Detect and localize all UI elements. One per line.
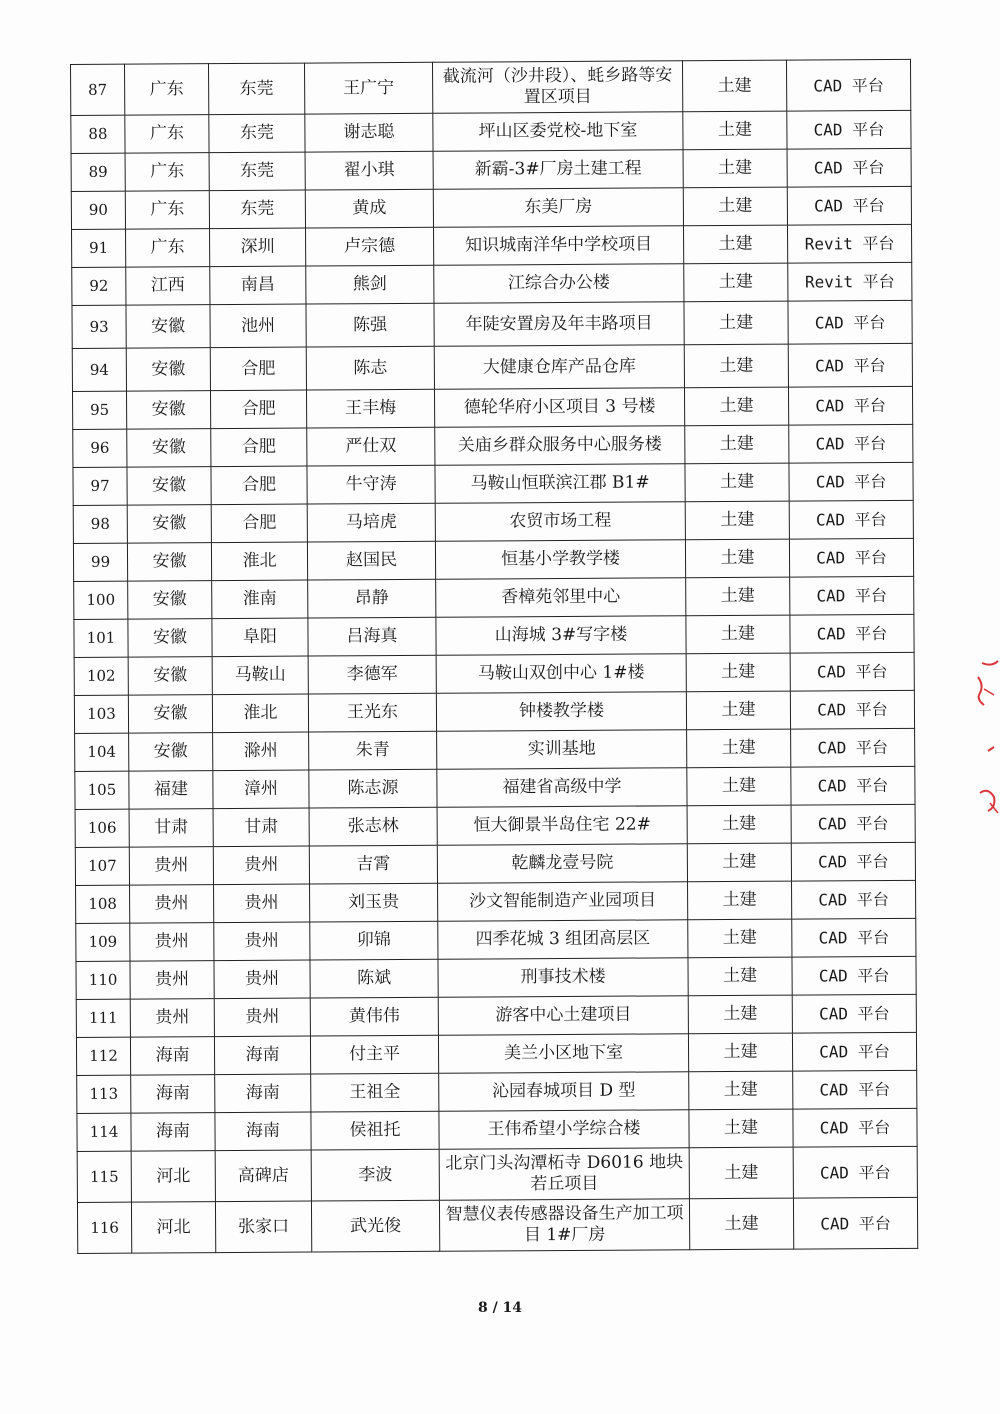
category-cell: 土建 [688,881,792,920]
person-name-cell: 黄伟伟 [310,997,438,1036]
table-row [76,918,916,961]
province-cell: 安徽 [128,695,212,734]
person-name-cell: 刘玉贵 [310,883,438,922]
person-name-cell: 李德军 [308,655,436,694]
row-number-cell: 100 [74,581,128,619]
platform-cell: CAD 平台 [788,386,912,425]
person-name-cell: 陈强 [306,303,434,347]
platform-cell: CAD 平台 [791,728,915,767]
table-row [72,224,912,267]
province-cell: 贵州 [130,999,214,1038]
row-number-cell: 108 [76,885,130,923]
row-number-cell: 107 [75,847,129,885]
row-number-cell: 110 [76,961,130,999]
platform-cell: CAD 平台 [789,462,913,501]
city-cell: 东莞 [209,190,305,229]
project-name-cell: 福建省高级中学 [437,768,687,808]
table-row [77,1197,917,1253]
table-row [77,1146,917,1202]
category-cell: 土建 [686,691,790,730]
person-name-cell: 翟小琪 [305,151,433,190]
project-name-cell: 钟楼教学楼 [436,692,686,732]
table-row [73,500,913,543]
province-cell: 安徽 [126,391,210,430]
person-name-cell: 王广宁 [304,62,432,114]
city-cell: 贵州 [214,960,310,999]
province-cell: 贵州 [130,923,214,962]
province-cell: 广东 [125,191,209,230]
category-cell: 土建 [683,111,787,150]
person-name-cell: 昂静 [308,579,436,618]
platform-cell: CAD 平台 [790,576,914,615]
category-cell: 土建 [688,957,792,996]
person-name-cell: 陈志源 [309,769,437,808]
table-row [71,59,911,115]
row-number-cell: 90 [71,191,125,229]
city-cell: 东莞 [209,114,305,153]
row-number-cell: 101 [74,619,128,657]
city-cell: 池州 [210,304,306,348]
city-cell: 贵州 [214,922,310,961]
platform-cell: CAD 平台 [789,500,913,539]
category-cell: 土建 [687,767,791,806]
platform-cell: CAD 平台 [793,1146,917,1198]
platform-cell: CAD 平台 [791,804,915,843]
province-cell: 海南 [131,1075,215,1114]
city-cell: 东莞 [209,63,305,115]
platform-cell: CAD 平台 [791,842,915,881]
person-name-cell: 王光东 [308,693,436,732]
person-name-cell: 王祖全 [311,1073,439,1112]
platform-cell: CAD 平台 [790,614,914,653]
project-name-cell: 江综合办公楼 [434,264,684,304]
province-cell: 安徽 [128,657,212,696]
table-row [76,994,916,1037]
project-name-cell: 美兰小区地下室 [438,1034,688,1074]
project-name-cell: 乾麟龙壹号院 [437,844,687,884]
province-cell: 安徽 [126,348,210,392]
category-cell: 土建 [686,577,790,616]
table-row [71,186,911,229]
category-cell: 土建 [687,805,791,844]
category-cell: 土建 [685,463,789,502]
province-cell: 安徽 [128,581,212,620]
platform-cell: CAD 平台 [789,424,913,463]
category-cell: 土建 [686,653,790,692]
person-name-cell: 卯锦 [310,921,438,960]
platform-cell: CAD 平台 [792,918,916,957]
province-cell: 海南 [130,1037,214,1076]
category-cell: 土建 [687,843,791,882]
city-cell: 滁州 [213,732,309,771]
province-cell: 安徽 [129,733,213,772]
project-name-cell: 刑事技术楼 [438,958,688,998]
table-row [77,1108,917,1151]
table-row [76,880,916,923]
province-cell: 安徽 [128,619,212,658]
person-name-cell: 张志林 [309,807,437,846]
person-name-cell: 吕海真 [308,617,436,656]
row-number-cell: 98 [73,505,127,543]
platform-cell: CAD 平台 [789,538,913,577]
platform-cell: CAD 平台 [793,1108,917,1147]
table-row [76,956,916,999]
table-row [71,148,911,191]
province-cell: 贵州 [130,885,214,924]
province-cell: 安徽 [127,429,211,468]
province-cell: 贵州 [130,961,214,1000]
person-name-cell: 马培虎 [307,503,435,542]
province-cell: 福建 [129,771,213,810]
row-number-cell: 88 [71,115,125,153]
city-cell: 合肥 [210,390,306,429]
person-name-cell: 卢宗德 [306,227,434,266]
city-cell: 高碑店 [215,1150,311,1202]
platform-cell: Revit 平台 [787,224,911,263]
project-name-cell: 知识城南洋华中学校项目 [434,226,684,266]
row-number-cell: 105 [75,771,129,809]
table-row [75,766,915,809]
project-name-cell: 沙文智能制造产业园项目 [438,882,688,922]
province-cell: 广东 [125,64,209,116]
platform-cell: CAD 平台 [790,652,914,691]
category-cell: 土建 [689,1147,793,1199]
city-cell: 合肥 [211,428,307,467]
roster-table-body [71,59,918,1253]
row-number-cell: 99 [73,543,127,581]
platform-cell: CAD 平台 [792,994,916,1033]
category-cell: 土建 [682,60,786,112]
category-cell: 土建 [689,1071,793,1110]
city-cell: 淮北 [211,542,307,581]
row-number-cell: 97 [73,467,127,505]
category-cell: 土建 [684,301,788,345]
province-cell: 贵州 [129,847,213,886]
city-cell: 甘肃 [213,808,309,847]
project-name-cell: 实训基地 [437,730,687,770]
person-name-cell: 武光俊 [311,1200,439,1252]
category-cell: 土建 [687,729,791,768]
city-cell: 南昌 [210,266,306,305]
person-name-cell: 王丰梅 [306,389,434,428]
city-cell: 阜阳 [212,618,308,657]
category-cell: 土建 [684,263,788,302]
project-name-cell: 新霸-3#厂房土建工程 [433,150,683,190]
row-number-cell: 95 [73,391,127,429]
project-name-cell: 大健康仓库产品仓库 [434,345,684,390]
table-row [74,614,914,657]
province-cell: 安徽 [127,505,211,544]
table-row [72,343,912,391]
row-number-cell: 89 [71,153,125,191]
category-cell: 土建 [683,187,787,226]
person-name-cell: 陈斌 [310,959,438,998]
project-name-cell: 农贸市场工程 [435,502,685,542]
category-cell: 土建 [688,919,792,958]
city-cell: 合肥 [211,466,307,505]
province-cell: 河北 [131,1202,215,1254]
table-row [73,462,913,505]
category-cell: 土建 [684,387,788,426]
platform-cell: CAD 平台 [787,148,911,187]
row-number-cell: 113 [77,1075,131,1113]
province-cell: 海南 [131,1113,215,1152]
table-row [74,690,914,733]
province-cell: 河北 [131,1151,215,1203]
category-cell: 土建 [685,425,789,464]
table-row [72,262,912,305]
roster-table [70,59,918,1254]
person-name-cell: 谢志聪 [305,113,433,152]
person-name-cell: 朱青 [309,731,437,770]
project-name-cell: 恒基小学教学楼 [435,540,685,580]
table-row [73,386,913,429]
category-cell: 土建 [688,1033,792,1072]
city-cell: 深圳 [210,228,306,267]
project-name-cell: 德轮华府小区项目 3 号楼 [434,388,684,428]
province-cell: 广东 [125,115,209,154]
city-cell: 合肥 [210,347,306,391]
city-cell: 淮北 [212,694,308,733]
project-name-cell: 智慧仪表传感器设备生产加工项目 1#厂房 [439,1199,689,1252]
category-cell: 土建 [685,501,789,540]
row-number-cell: 93 [72,305,126,348]
platform-cell: CAD 平台 [791,766,915,805]
province-cell: 安徽 [126,305,210,349]
table-row [74,652,914,695]
city-cell: 海南 [214,1036,310,1075]
city-cell: 合肥 [211,504,307,543]
platform-cell: CAD 平台 [788,300,912,344]
project-name-cell: 山海城 3#写字楼 [436,616,686,656]
platform-cell: CAD 平台 [792,880,916,919]
person-name-cell: 陈志 [306,346,434,390]
table-row [76,1032,916,1075]
province-cell: 江西 [126,267,210,306]
table-row [75,842,915,885]
city-cell: 漳州 [213,770,309,809]
project-name-cell: 王伟希望小学综合楼 [439,1110,689,1150]
city-cell: 张家口 [215,1201,311,1253]
category-cell: 土建 [683,149,787,188]
project-name-cell: 马鞍山双创中心 1#楼 [436,654,686,694]
project-name-cell: 香樟苑邻里中心 [436,578,686,618]
person-name-cell: 赵国民 [307,541,435,580]
person-name-cell: 严仕双 [307,427,435,466]
row-number-cell: 114 [77,1113,131,1151]
table-row [73,424,913,467]
city-cell: 贵州 [214,998,310,1037]
project-name-cell: 年陡安置房及年丰路项目 [434,302,684,347]
table-row [74,576,914,619]
person-name-cell: 侯祖托 [311,1111,439,1150]
project-name-cell: 沁园春城项目 D 型 [439,1072,689,1112]
page-number: 8 / 14 [477,1300,523,1316]
province-cell: 甘肃 [129,809,213,848]
project-name-cell: 截流河（沙井段）、蚝乡路等安置区项目 [432,61,682,114]
platform-cell: CAD 平台 [787,186,911,225]
row-number-cell: 103 [74,695,128,733]
row-number-cell: 96 [73,429,127,467]
row-number-cell: 112 [76,1037,130,1075]
table-row [75,728,915,771]
project-name-cell: 恒大御景半岛住宅 22# [437,806,687,846]
person-name-cell: 李波 [311,1149,439,1201]
platform-cell: CAD 平台 [792,956,916,995]
row-number-cell: 94 [72,348,126,391]
project-name-cell: 北京门头沟潭柘寺 D6016 地块若丘项目 [439,1148,689,1201]
city-cell: 贵州 [214,884,310,923]
person-name-cell: 熊剑 [306,265,434,304]
city-cell: 马鞍山 [212,656,308,695]
row-number-cell: 111 [76,999,130,1037]
row-number-cell: 102 [74,657,128,695]
platform-cell: CAD 平台 [790,690,914,729]
city-cell: 东莞 [209,152,305,191]
row-number-cell: 109 [76,923,130,961]
platform-cell: CAD 平台 [793,1070,917,1109]
row-number-cell: 92 [72,267,126,305]
project-name-cell: 关庙乡群众服务中心服务楼 [435,426,685,466]
city-cell: 海南 [215,1074,311,1113]
platform-cell: CAD 平台 [793,1197,917,1249]
platform-cell: CAD 平台 [788,343,912,387]
row-number-cell: 115 [77,1151,131,1202]
category-cell: 土建 [689,1198,793,1250]
platform-cell: CAD 平台 [786,59,910,111]
category-cell: 土建 [683,225,787,264]
row-number-cell: 87 [71,64,125,115]
project-name-cell: 坪山区委党校-地下室 [433,112,683,152]
category-cell: 土建 [686,615,790,654]
row-number-cell: 116 [77,1202,131,1253]
row-number-cell: 106 [75,809,129,847]
platform-cell: Revit 平台 [788,262,912,301]
table-row [71,110,911,153]
red-seal-stamp-fragment [974,655,1000,835]
row-number-cell: 91 [72,229,126,267]
person-name-cell: 牛守涛 [307,465,435,504]
city-cell: 贵州 [213,846,309,885]
category-cell: 土建 [685,539,789,578]
province-cell: 广东 [125,153,209,192]
city-cell: 淮南 [212,580,308,619]
project-name-cell: 四季花城 3 组团高层区 [438,920,688,960]
project-name-cell: 游客中心土建项目 [438,996,688,1036]
project-name-cell: 东美厂房 [433,188,683,228]
platform-cell: CAD 平台 [787,110,911,149]
province-cell: 安徽 [127,467,211,506]
province-cell: 安徽 [127,543,211,582]
platform-cell: CAD 平台 [792,1032,916,1071]
person-name-cell: 吉霄 [309,845,437,884]
table-row [73,538,913,581]
row-number-cell: 104 [75,733,129,771]
person-name-cell: 付主平 [310,1035,438,1074]
person-name-cell: 黄成 [305,189,433,228]
table-row [77,1070,917,1113]
category-cell: 土建 [688,995,792,1034]
province-cell: 广东 [126,229,210,268]
category-cell: 土建 [689,1109,793,1148]
category-cell: 土建 [684,344,788,388]
city-cell: 海南 [215,1112,311,1151]
project-name-cell: 马鞍山恒联滨江郡 B1# [435,464,685,504]
table-row [75,804,915,847]
table-row [72,300,912,348]
